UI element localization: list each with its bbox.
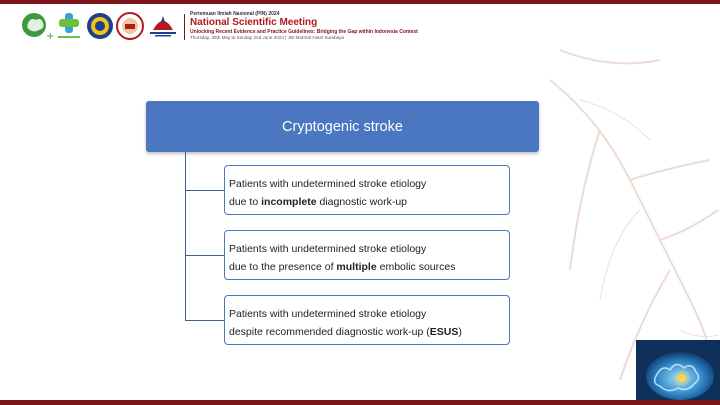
diagram-root-box bbox=[146, 101, 539, 152]
header-divider bbox=[184, 14, 185, 40]
university-seal-logo bbox=[116, 12, 144, 40]
top-accent-bar bbox=[0, 0, 720, 4]
child-line-1: Patients with undetermined stroke etiology bbox=[229, 243, 427, 255]
bottom-accent-bar bbox=[0, 400, 720, 405]
event-pre-title: Pertemuan Ilmiah Nasional (PIN) 2024 bbox=[190, 11, 280, 17]
child-line-2: despite recommended diagnostic work-up (ESUS) bbox=[229, 326, 462, 338]
connector-branch bbox=[185, 190, 225, 191]
brain-graphic bbox=[636, 340, 720, 400]
monument-logo bbox=[147, 12, 179, 40]
association-seal-logo bbox=[86, 12, 114, 40]
event-date-venue: Thursday, 30th May to Sunday 2nd June 2024 | JW Marriott Hotel Surabaya bbox=[190, 35, 345, 40]
child-line-1: Patients with undetermined stroke etiology bbox=[229, 178, 427, 190]
connector-branch bbox=[185, 320, 225, 321]
child-emphasis: multiple bbox=[336, 261, 377, 273]
child-line-2: due to the presence of multiple embolic sources bbox=[229, 261, 456, 273]
diagram-child-box bbox=[224, 230, 510, 280]
svg-text:+: + bbox=[46, 31, 54, 41]
health-cross-logo bbox=[56, 11, 82, 41]
event-subtitle: Unlocking Recent Evidence and Practice Guidelines: Bridging the Gap within Indonesia Context bbox=[190, 29, 418, 35]
diagram-child-box bbox=[224, 295, 510, 345]
event-info bbox=[190, 12, 418, 41]
connector-vertical bbox=[185, 152, 186, 320]
brain-logo bbox=[20, 11, 54, 41]
diagram-child-box bbox=[224, 165, 510, 215]
event-title: National Scientific Meeting bbox=[190, 17, 318, 28]
child-emphasis: ESUS bbox=[429, 326, 459, 338]
child-line-2: due to incomplete diagnostic work-up bbox=[229, 196, 408, 208]
connector-branch bbox=[185, 255, 225, 256]
diagram-root-label: Cryptogenic stroke bbox=[282, 118, 403, 135]
child-emphasis: incomplete bbox=[261, 196, 317, 208]
child-line-1: Patients with undetermined stroke etiology bbox=[229, 308, 427, 320]
